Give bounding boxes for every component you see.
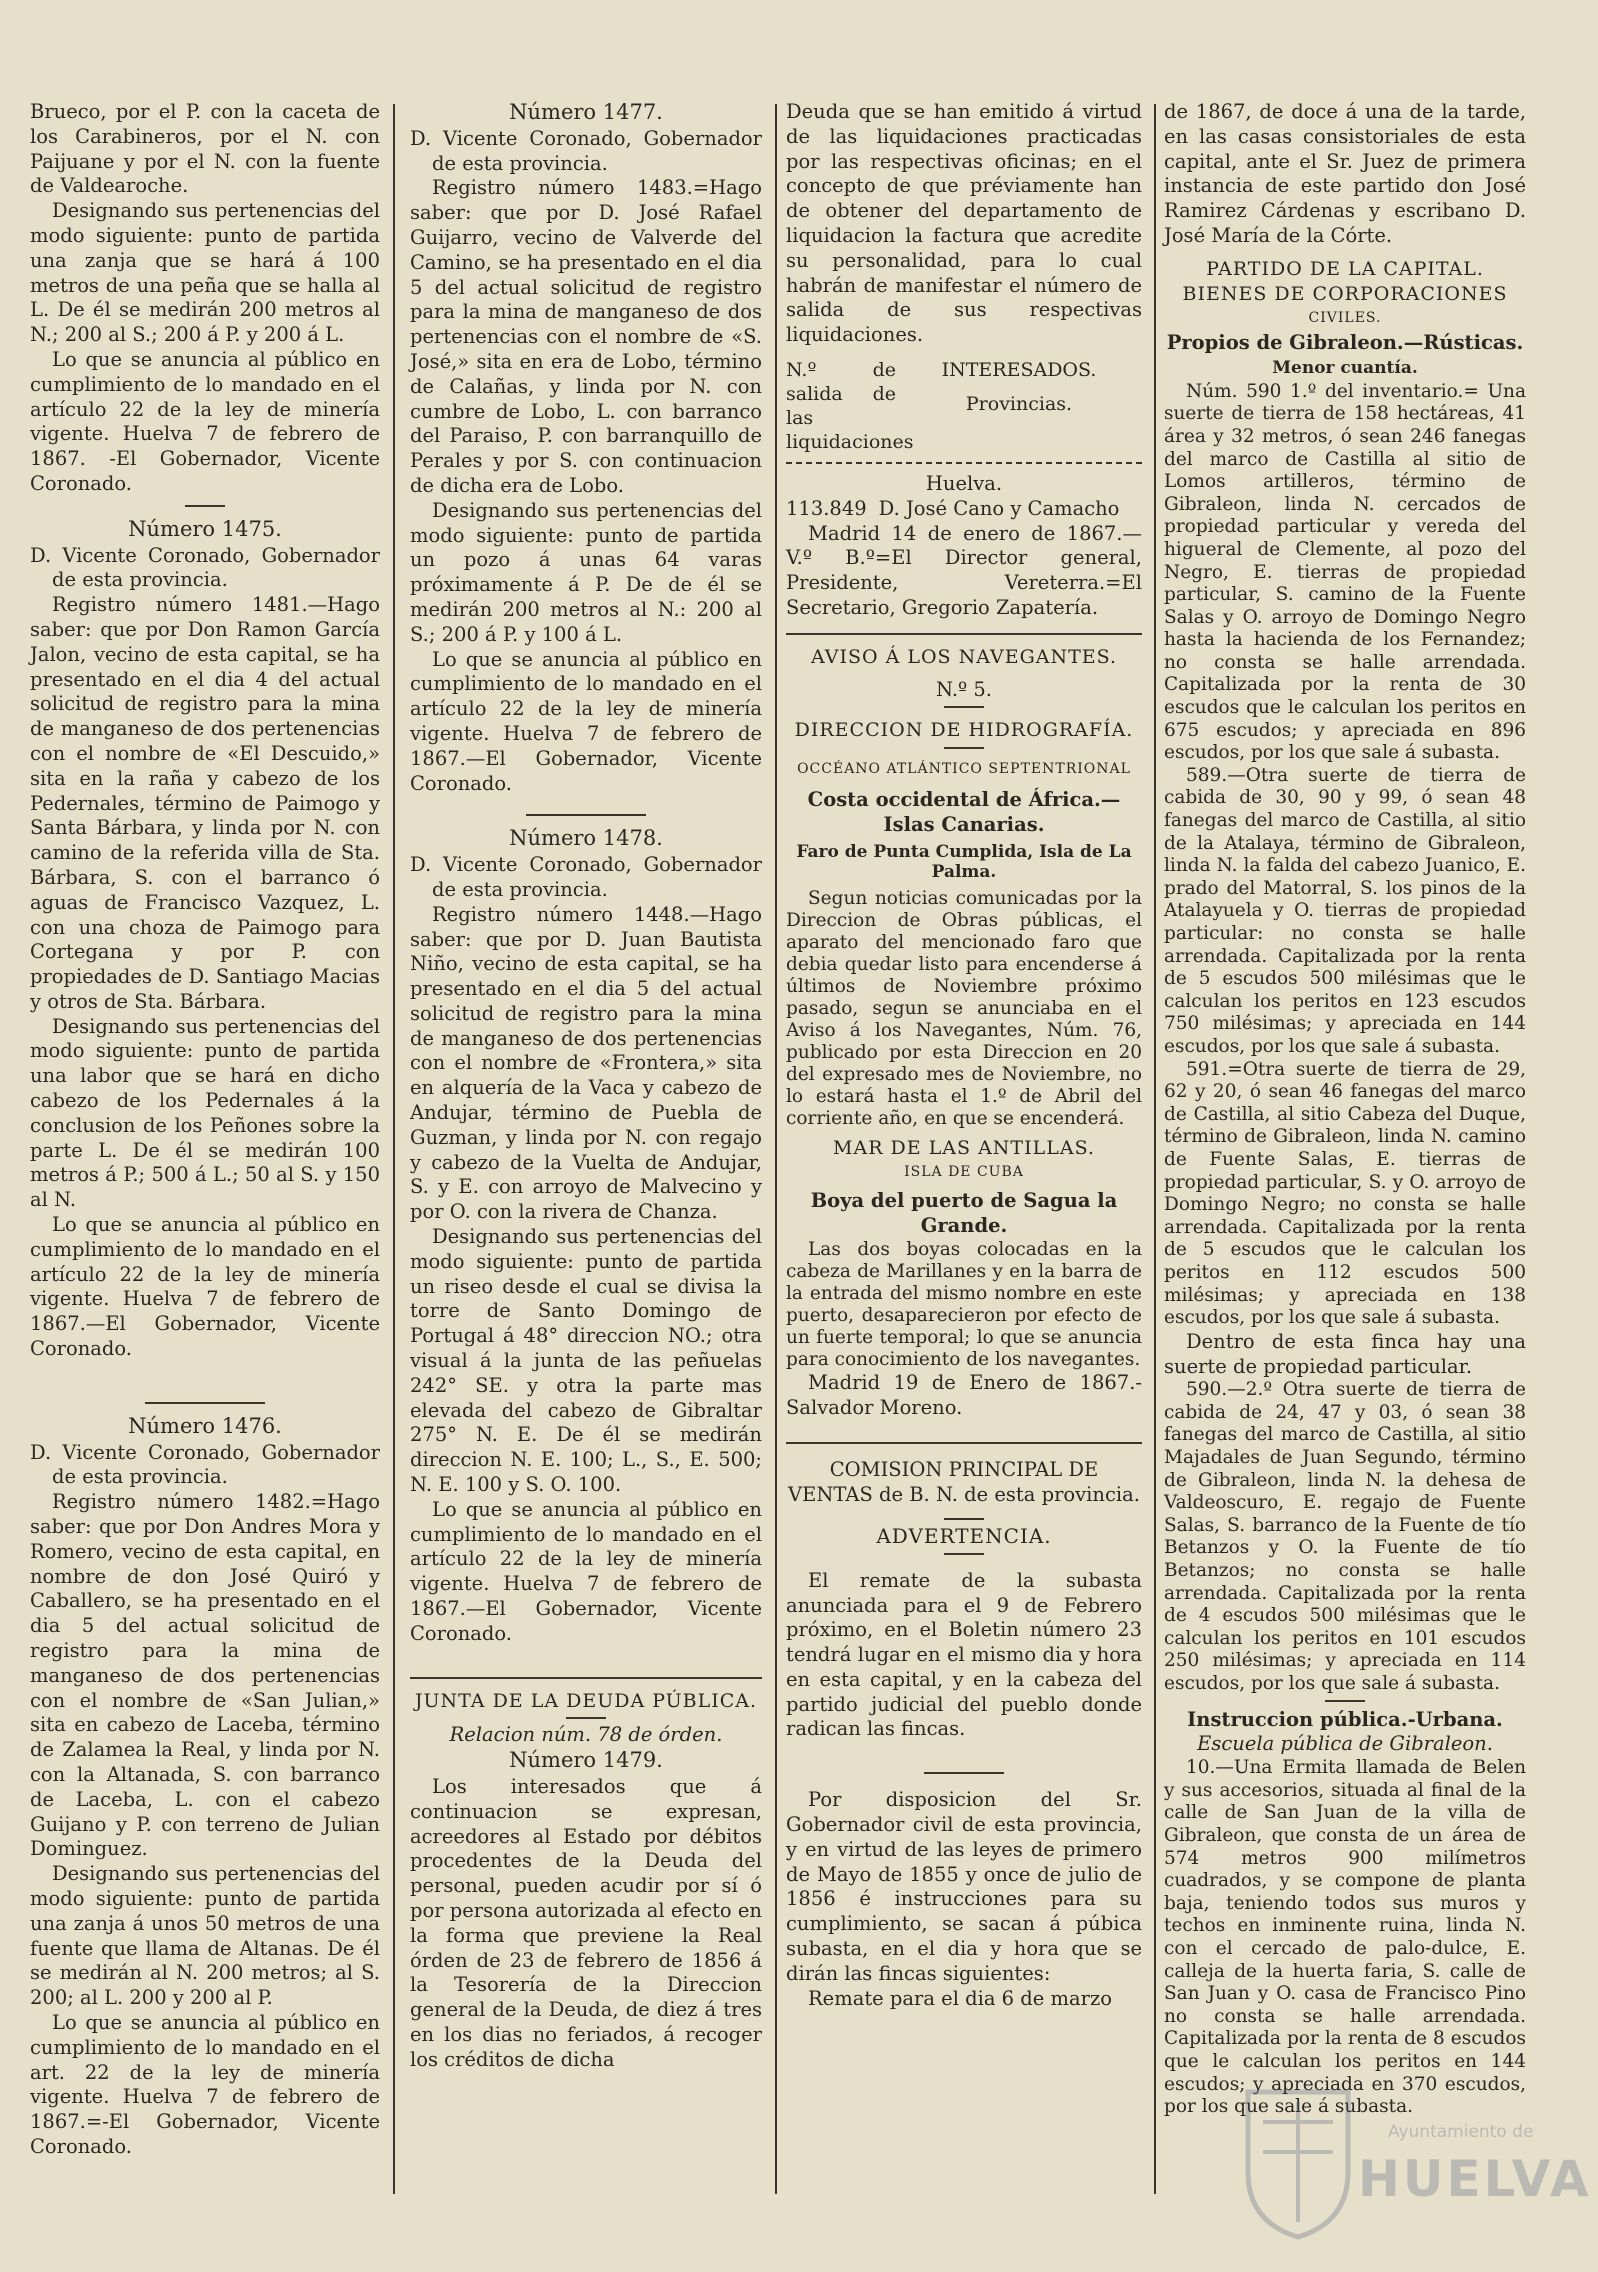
separator bbox=[566, 1717, 606, 1719]
governor-line: D. Vicente Coronado, Gobernador de esta provincia. bbox=[410, 126, 762, 175]
notice-number: Número 1478. bbox=[509, 826, 663, 851]
separator bbox=[924, 1772, 1004, 1774]
section-title: Instruccion pública.-Urbana. bbox=[1187, 1707, 1503, 1731]
paragraph: Designando sus pertenencias del modo siguiente: punto de partida una labor que se hará en dicho cabezo de los Pedernales á la conclusion de los Peñones sobre la parte L. De él se medirán 100 metros á P.; 500 á L.; 50 al S. y 150 al N. bbox=[30, 1014, 380, 1212]
column-4 bbox=[1164, 100, 1526, 2119]
section-title: COMISION PRINCIPAL DE VENTAS de B. N. de esta provincia. bbox=[788, 1458, 1140, 1507]
column-rule bbox=[1154, 104, 1156, 2194]
column-1 bbox=[30, 100, 380, 2160]
separator bbox=[526, 814, 646, 816]
paragraph: Registro número 1482.=Hago saber: que por Don Andres Mora y Romero, vecino de esta capital, en nombre de don José Quiró y Caballero, se ha presentado en el dia 5 del actual solicitud de registro para la mina de manganeso de dos pertenencias con el nombre de «San Julian,» sita en cabezo de Laceba, término de Zalamea la Real, y linda por N. con la Altanada, S. con barranco de Laceba, L. con el cabezo Guijano y P. con terreno de Julian Dominguez. bbox=[30, 1490, 380, 1861]
notice-number: Número 1479. bbox=[509, 1748, 663, 1773]
paragraph: 589.—Otra suerte de tierra de cabida de 30, 90 y 99, ó sean 48 fanegas del marco de Castilla, al sitio de la Atalaya, término de Gibraleon, linda N. la falda del cabezo Juanico, E. prado del Matorral, S. los pinos de la Atalayuela y O. tierras de propiedad particular: no consta se halle arrendada. Capitalizada por la renta de 5 escudos 500 milésimas que le calculan los peritos en 123 escudos 750 milésimas; y apreciada en 144 escudos, por los que sale á subasta. bbox=[1164, 764, 1526, 1057]
ocean-label: OCCÉANO ATLÁNTICO SEPTENTRIONAL bbox=[797, 761, 1131, 778]
paragraph: Núm. 590 1.º del inventario.= Una suerte de tierra de 158 hectáreas, 41 área y 32 metros, ó sean 246 fanegas del marco de Castilla al sitio de Lomos artilleros, término de Gibraleon, linda N. cercados de propiedad particular y vereda del higueral de Clemente, al pozo del Negro, E. tierras de propiedad particular, S. camino de la Fuente Salas y O. arroyo de Domingo Negro hasta la hacienda de los Fernandez; no consta se halle arrendada. Capitalizada por la renta de 30 escudos que le calculan los peritos en 675 escudos; y apreciada en 896 escudos, por los que sale á subasta. bbox=[1164, 380, 1526, 764]
table-rule bbox=[786, 462, 1142, 464]
section-rule bbox=[786, 1442, 1142, 1444]
separator bbox=[944, 706, 984, 708]
paragraph: Dentro de esta finca hay una suerte de propiedad particular. bbox=[1164, 1329, 1526, 1378]
section-title: AVISO Á LOS NAVEGANTES. bbox=[810, 645, 1118, 668]
paragraph: Lo que se anuncia al público en cumplimiento de lo mandado en el artículo 22 de la ley de minería vigente. Huelva 7 de febrero de 1867.—El Gobernador, Vicente Coronado. bbox=[410, 647, 762, 795]
section-rule bbox=[786, 633, 1142, 635]
newspaper-page bbox=[18, 100, 1578, 2220]
island-label: ISLA DE CUBA bbox=[904, 1164, 1024, 1181]
paragraph: Registro número 1448.—Hago saber: que por D. Juan Bautista Niño, vecino de esta capital, se ha presentado en el dia 5 del actual solicitud de registro para la mina de manganeso de dos pertenencias con el nombre de «Frontera,» sita en alquería de la Vaca y cabezo de Andujar, término de Puebla de Guzman, y linda por N. con regajo y cabezo de la Vuelta de Andujar, S. y E. con arroyo de Malvecino y por O. con la rivera de Chanza. bbox=[410, 902, 762, 1224]
relation-line: Relacion núm. 78 de órden. bbox=[449, 1723, 723, 1747]
governor-line: D. Vicente Coronado, Gobernador de esta provincia. bbox=[30, 1440, 380, 1489]
notice-number: Número 1475. bbox=[128, 516, 282, 541]
paragraph: 591.=Otra suerte de tierra de 29, 62 y 20, ó sean 46 fanegas del marco de Castilla, al sitio Cabeza del Duque, término de Gibraleon, linda N. camino de Fuente Salas, E. tierras de propiedad particular, S. y O. arroyo de Domingo Negro; no consta se halle arrendada. Capitalizada por la renta de 5 escudos que le calculan los peritos en 112 escudos 500 milésimas; y apreciada en 138 escudos, por los que sale á subasta. bbox=[1164, 1058, 1526, 1329]
watermark bbox=[1238, 2082, 1592, 2252]
coast-title: Costa occidental de África.—Islas Canarias. bbox=[807, 787, 1121, 836]
paragraph: El remate de la subasta anunciada para el 9 de Febrero próximo, en el Boletin número 23 tendrá lugar en el mismo dia y hora en esta capital, y en la cabeza del partido judicial del pueblo donde radican las fincas. bbox=[786, 1568, 1142, 1741]
separator bbox=[1325, 1700, 1365, 1702]
governor-line: D. Vicente Coronado, Gobernador de esta provincia. bbox=[30, 543, 380, 592]
section-subtitle: CIVILES. bbox=[1308, 310, 1382, 327]
buoy-title: Boya del puerto de Sagua la Grande. bbox=[810, 1189, 1118, 1237]
table-header-provincias: Provincias. bbox=[965, 392, 1073, 415]
paragraph: Lo que se anuncia al público en cumplimiento de lo mandado en el artículo 22 de la ley de minería vigente. Huelva 7 de febrero de 1867.—El Gobernador, Vicente Coronado. bbox=[410, 1497, 762, 1645]
paragraph: Lo que se anuncia al público en cumplimiento de lo mandado en el artículo 22 de la ley de minería vigente. Huelva 7 de febrero de 1867.—El Gobernador, Vicente Coronado. bbox=[30, 1213, 380, 1361]
creditor-table bbox=[786, 358, 1142, 454]
separator bbox=[944, 747, 984, 749]
paragraph: 10.—Una Ermita llamada de Belen y sus accesorios, situada al final de la calle de San Juan de la villa de Gibraleon, que consta de un área de 574 metros 900 milímetros cuadrados, y se compone de planta baja, teniendo todos sus muros y techos en inminente ruina, linda N. con el cercado de palo-dulce, E. calleja de la huerta faria, S. calle de San Juan y O. casa de Francisco Pino no consta se halle arrendada. Capitalizada por la renta de 8 escudos que le calculan los peritos en 144 escudos; y apreciada en 370 escudos, por los que sale á subasta. bbox=[1164, 1757, 1526, 2118]
column-rule bbox=[775, 104, 777, 2194]
column-2 bbox=[410, 100, 762, 2073]
paragraph: Lo que se anuncia al público en cumplimiento de lo mandado en el artículo 22 de la ley de minería vigente. Huelva 7 de febrero de 1867. -El Gobernador, Vicente Coronado. bbox=[30, 347, 380, 495]
table-province: Huelva. bbox=[925, 471, 1003, 495]
table-row bbox=[786, 497, 1142, 522]
watermark-line1: Ayuntamiento de bbox=[1388, 2122, 1534, 2142]
paragraph: Designando sus pertenencias del modo siguiente: punto de partida una zanja á unos 50 metros de una fuente que llama de Altanas. De él se medirán al N. 200 metros; al S. 200; al L. 200 y 200 al P. bbox=[30, 1862, 380, 2010]
separator bbox=[944, 1518, 984, 1520]
paragraph: Las dos boyas colocadas en la cabeza de Marillanes y en la barra de la entrada del mismo nombre en este puerto, desaparecieron por efecto de un fuerte temporal; lo que se anuncia para conocimiento de los navegantes. bbox=[786, 1238, 1142, 1370]
paragraph: Designando sus pertenencias del modo siguiente: punto de partida un riseo desde el cual se divisa la torre de Santo Domingo de Portugal á 48° direccion NO.; otra visual á la junta de las peñuelas 242° SE. y otra la parte mas elevada del cabezo de Gibraltar 275° N. E. De él se medirán direccion N. E. 100; L., S., E. 500; N. E. 100 y S. O. 100. bbox=[410, 1225, 762, 1497]
section-subtitle: Escuela pública de Gibraleon. bbox=[1197, 1732, 1493, 1756]
section-title: PARTIDO DE LA CAPITAL. bbox=[1206, 257, 1484, 280]
row-name: D. José Cano y Camacho bbox=[878, 496, 1120, 520]
table-header-right bbox=[896, 358, 1142, 454]
paragraph: Segun noticias comunicadas por la Direccion de Obras públicas, el aparato del mencionado faro que debia quedar listo para encenderse á últimos de Noviembre próximo pasado, segun se anunciaba en el Aviso á los Navegantes, Núm. 76, publicado por esta Direccion en 20 del expresado mes de Noviembre, no lo estará hasta el 1.º de Abril del corriente año, en que se encenderá. bbox=[786, 887, 1142, 1129]
paragraph: Designando sus pertenencias del modo siguiente: punto de partida una zanja que se hará á 100 metros de una peña que se halla al L. De él se medirán 200 metros al N.; 200 al S.; 200 á P. y 200 á L. bbox=[30, 199, 380, 347]
section-title: MAR DE LAS ANTILLAS. bbox=[833, 1136, 1095, 1159]
separator bbox=[944, 1553, 984, 1555]
section-title: Propios de Gibraleon.—Rústicas. bbox=[1166, 331, 1524, 355]
column-3 bbox=[786, 100, 1142, 2011]
section-title: BIENES DE CORPORACIONES bbox=[1182, 282, 1508, 305]
separator bbox=[145, 1402, 265, 1404]
coat-of-arms-icon bbox=[1238, 2082, 1358, 2242]
table-header-interesados: INTERESADOS. bbox=[941, 358, 1097, 381]
notice-number: Número 1477. bbox=[509, 100, 663, 124]
table-header-left: N.º de salida de las liquidaciones bbox=[786, 358, 914, 453]
section-title: JUNTA DE LA DEUDA PÚBLICA. bbox=[414, 1689, 758, 1712]
paragraph: Madrid 19 de Enero de 1867.-Salvador Moreno. bbox=[786, 1370, 1142, 1419]
paragraph: Registro número 1481.—Hago saber: que por Don Ramon García Jalon, vecino de esta capital, se ha presentado en el dia 4 del actual solicitud de registro para la mina de manganeso de dos pertenencias con el nombre de «El Descuido,» sita en la raña y cabezo de los Pedernales, término de Paimogo y Santa Bárbara, y linda por N. con camino de la referida villa de Sta. Bárbara, S. con el barranco ó aguas de Francisco Vazquez, L. con una choza de Paimogo para Cortegana y por P. con propiedades de D. Santiago Macias y otros de Sta. Bárbara. bbox=[30, 593, 380, 1013]
section-title: DIRECCION DE HIDROGRAFÍA. bbox=[794, 719, 1134, 742]
section-subtitle: Menor cuantía. bbox=[1272, 357, 1418, 378]
advert-title: ADVERTENCIA. bbox=[876, 1523, 1052, 1548]
paragraph: Designando sus pertenencias del modo siguiente: punto de partida un pozo á unas 64 varas próximamente á P. De de él se medirán 200 metros al N.: 200 al S.; 200 á P. y 100 á L. bbox=[410, 498, 762, 646]
paragraph: 590.—2.º Otra suerte de tierra de cabida de 24, 47 y 03, ó sean 38 fanegas del marco de Castilla, al sitio Majadales de Juan Segundo, término de Gibraleon, linda N. la dehesa de Valdeoscuro, E. regajo de Fuente Salas, S. barranco de la Fuente de tío Betanzos y O. la Fuente de tío Betanzos; no consta se halle arrendada. Capitalizada por la renta de 4 escudos 500 milésimas que le calculan los peritos en 101 escudos 250 milésimas; y apreciada en 114 escudos, por los que sale á subasta. bbox=[1164, 1379, 1526, 1695]
paragraph: Remate para el dia 6 de marzo bbox=[808, 1986, 1112, 2010]
notice-number: Número 1476. bbox=[128, 1413, 282, 1438]
paragraph: Madrid 14 de enero de 1867.—V.º B.º=El Director general, Presidente, Vereterra.=El Secretario, Gregorio Zapatería. bbox=[786, 521, 1142, 619]
paragraph: de 1867, de doce á una de la tarde, en las casas consistoriales de esta capital, ante el Sr. Juez de primera instancia de este partido don José Ramirez Cárdenas y escribano D. José María de la Córte. bbox=[1164, 100, 1526, 247]
lighthouse-title: Faro de Punta Cumplida, Isla de La Palma. bbox=[796, 841, 1132, 882]
notice-number: N.º 5. bbox=[936, 677, 992, 701]
governor-line: D. Vicente Coronado, Gobernador de esta provincia. bbox=[410, 853, 762, 901]
column-rule bbox=[393, 104, 395, 2194]
row-number: 113.849 bbox=[786, 496, 867, 520]
watermark-line2: HUELVA bbox=[1358, 2150, 1592, 2208]
paragraph: Por disposicion del Sr. Gobernador civil de esta provincia, y en virtud de las leyes de primero de Mayo de 1855 y once de julio de 1856 é instrucciones para su cumplimiento, se sacan á púbica subasta, en el dia y hora que se dirán las fincas siguientes: bbox=[786, 1788, 1142, 1985]
paragraph: Brueco, por el P. con la caceta de los Carabineros, por el N. con Paijuane y por el N. con la fuente de Valdearoche. bbox=[30, 100, 380, 198]
paragraph: Los interesados que á continuacion se expresan, acreedores al Estado por débitos procedentes de la Deuda del personal, pueden acudir por sí ó por persona autorizada al efecto en la forma que previene la Real órden de 23 de febrero de 1856 á la Tesorería de la Direccion general de la Deuda, de diez á tres en los dias no feriados, á recoger los créditos de dicha bbox=[410, 1775, 762, 2071]
paragraph: Deuda que se han emitido á virtud de las liquidaciones practicadas por las respectivas oficinas; en el concepto de que préviamente han de obtener del departamento de liquidacion la factura que acredite su personalidad, para lo cual habrán de manifestar el número de salida de sus respectivas liquidaciones. bbox=[786, 100, 1142, 347]
paragraph: Registro número 1483.=Hago saber: que por D. José Rafael Guijarro, vecino de Valverde del Camino, se ha presentado en el dia 5 del actual solicitud de registro para la mina de manganeso de dos pertenencias con el nombre de «S. José,» sita en era de Lobo, término de Calañas, y linda por N. con cumbre de Lobo, L. con barranco del Paraiso, P. con barranquillo de Perales y por S. con continuacion de dicha era de Lobo. bbox=[410, 176, 762, 497]
paragraph: Lo que se anuncia al público en cumplimiento de lo mandado en el art. 22 de la ley de minería vigente. Huelva 7 de febrero de 1867.=-El Gobernador, Vicente Coronado. bbox=[30, 2010, 380, 2158]
separator bbox=[185, 505, 225, 507]
section-rule bbox=[410, 1677, 762, 1679]
